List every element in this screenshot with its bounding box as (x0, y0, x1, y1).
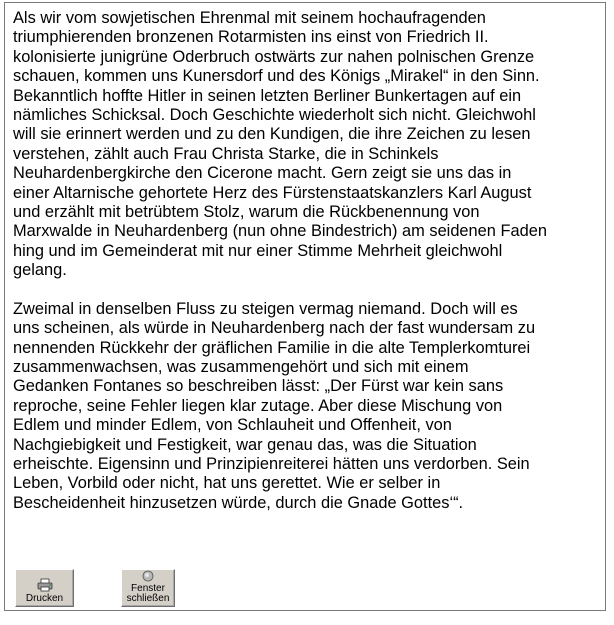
article-paragraph-2: Zweimal in denselben Fluss zu steigen vermag niemand. Doch will es uns scheinen, als würde in Neuhardenberg nach der fast wundersam zu nennenden Rückkehr der gräflichen Familie in die alte Templerkomturei zusammenwachsen, was zusammengehört und sich mit einem Gedanken Fontanes so beschreiben lässt: „Der Fürst war kein sans reproche, seine Fehler liegen klar zutage. Aber diese Mischung von Edlem und minder Edlem, von Schlauheit und Offenheit, von Nachgiebigkeit und Festigkeit, war genau das, was die Situation erheischte. Eigensinn und Prinzipienreiterei hätten uns verdorben. Sein Leben, Vorbild oder nicht, hat uns gerettet. Wie er selber in Bescheidenheit hinzusetzen würde, durch die Gnade Gottes‘“. (13, 299, 536, 512)
article-content (13, 9, 601, 532)
print-button-label: Drucken (25, 593, 64, 604)
article-frame (4, 2, 606, 611)
close-window-icon (142, 570, 154, 582)
close-window-button[interactable] (121, 569, 175, 607)
print-button[interactable] (15, 569, 74, 607)
article-paragraph-1: Als wir vom sowjetischen Ehrenmal mit seinem hochaufragenden triumphierenden bronzenen Rotarmisten ins einst von Friedrich II. kolonisierte junigrüne Oderbruch ostwärts zur nahen polnischen Grenze schauen, kommen uns Kunersdorf und des Königs „Mirakel“ in den Sinn. Bekanntlich hoffte Hitler in seinen letzten Berliner Bunkertagen auf ein nämliches Schicksal. Doch Geschichte wiederholt sich nicht. Gleichwohl will sie erinnert werden und zu den Kundigen, die ihre Zeichen zu lesen verstehen, zählt auch Frau Christa Starke, die in Schinkels Neuhardenbergkirche den Cicerone macht. Gern zeigt sie uns das in einer Altarnische gehortete Herz des Fürstenstaatskanzlers Karl August und erzählt mit betrübtem Stolz, warum die Rückbenennung von Marxwalde in Neuhardenberg (nun ohne Bindestrich) am seidenen Faden hing und im Gemeinderat mit nur einer Stimme Mehrheit gleichwohl gelang. (13, 9, 547, 280)
close-window-button-label: Fenster schließen (126, 583, 170, 604)
printer-icon (36, 578, 54, 592)
